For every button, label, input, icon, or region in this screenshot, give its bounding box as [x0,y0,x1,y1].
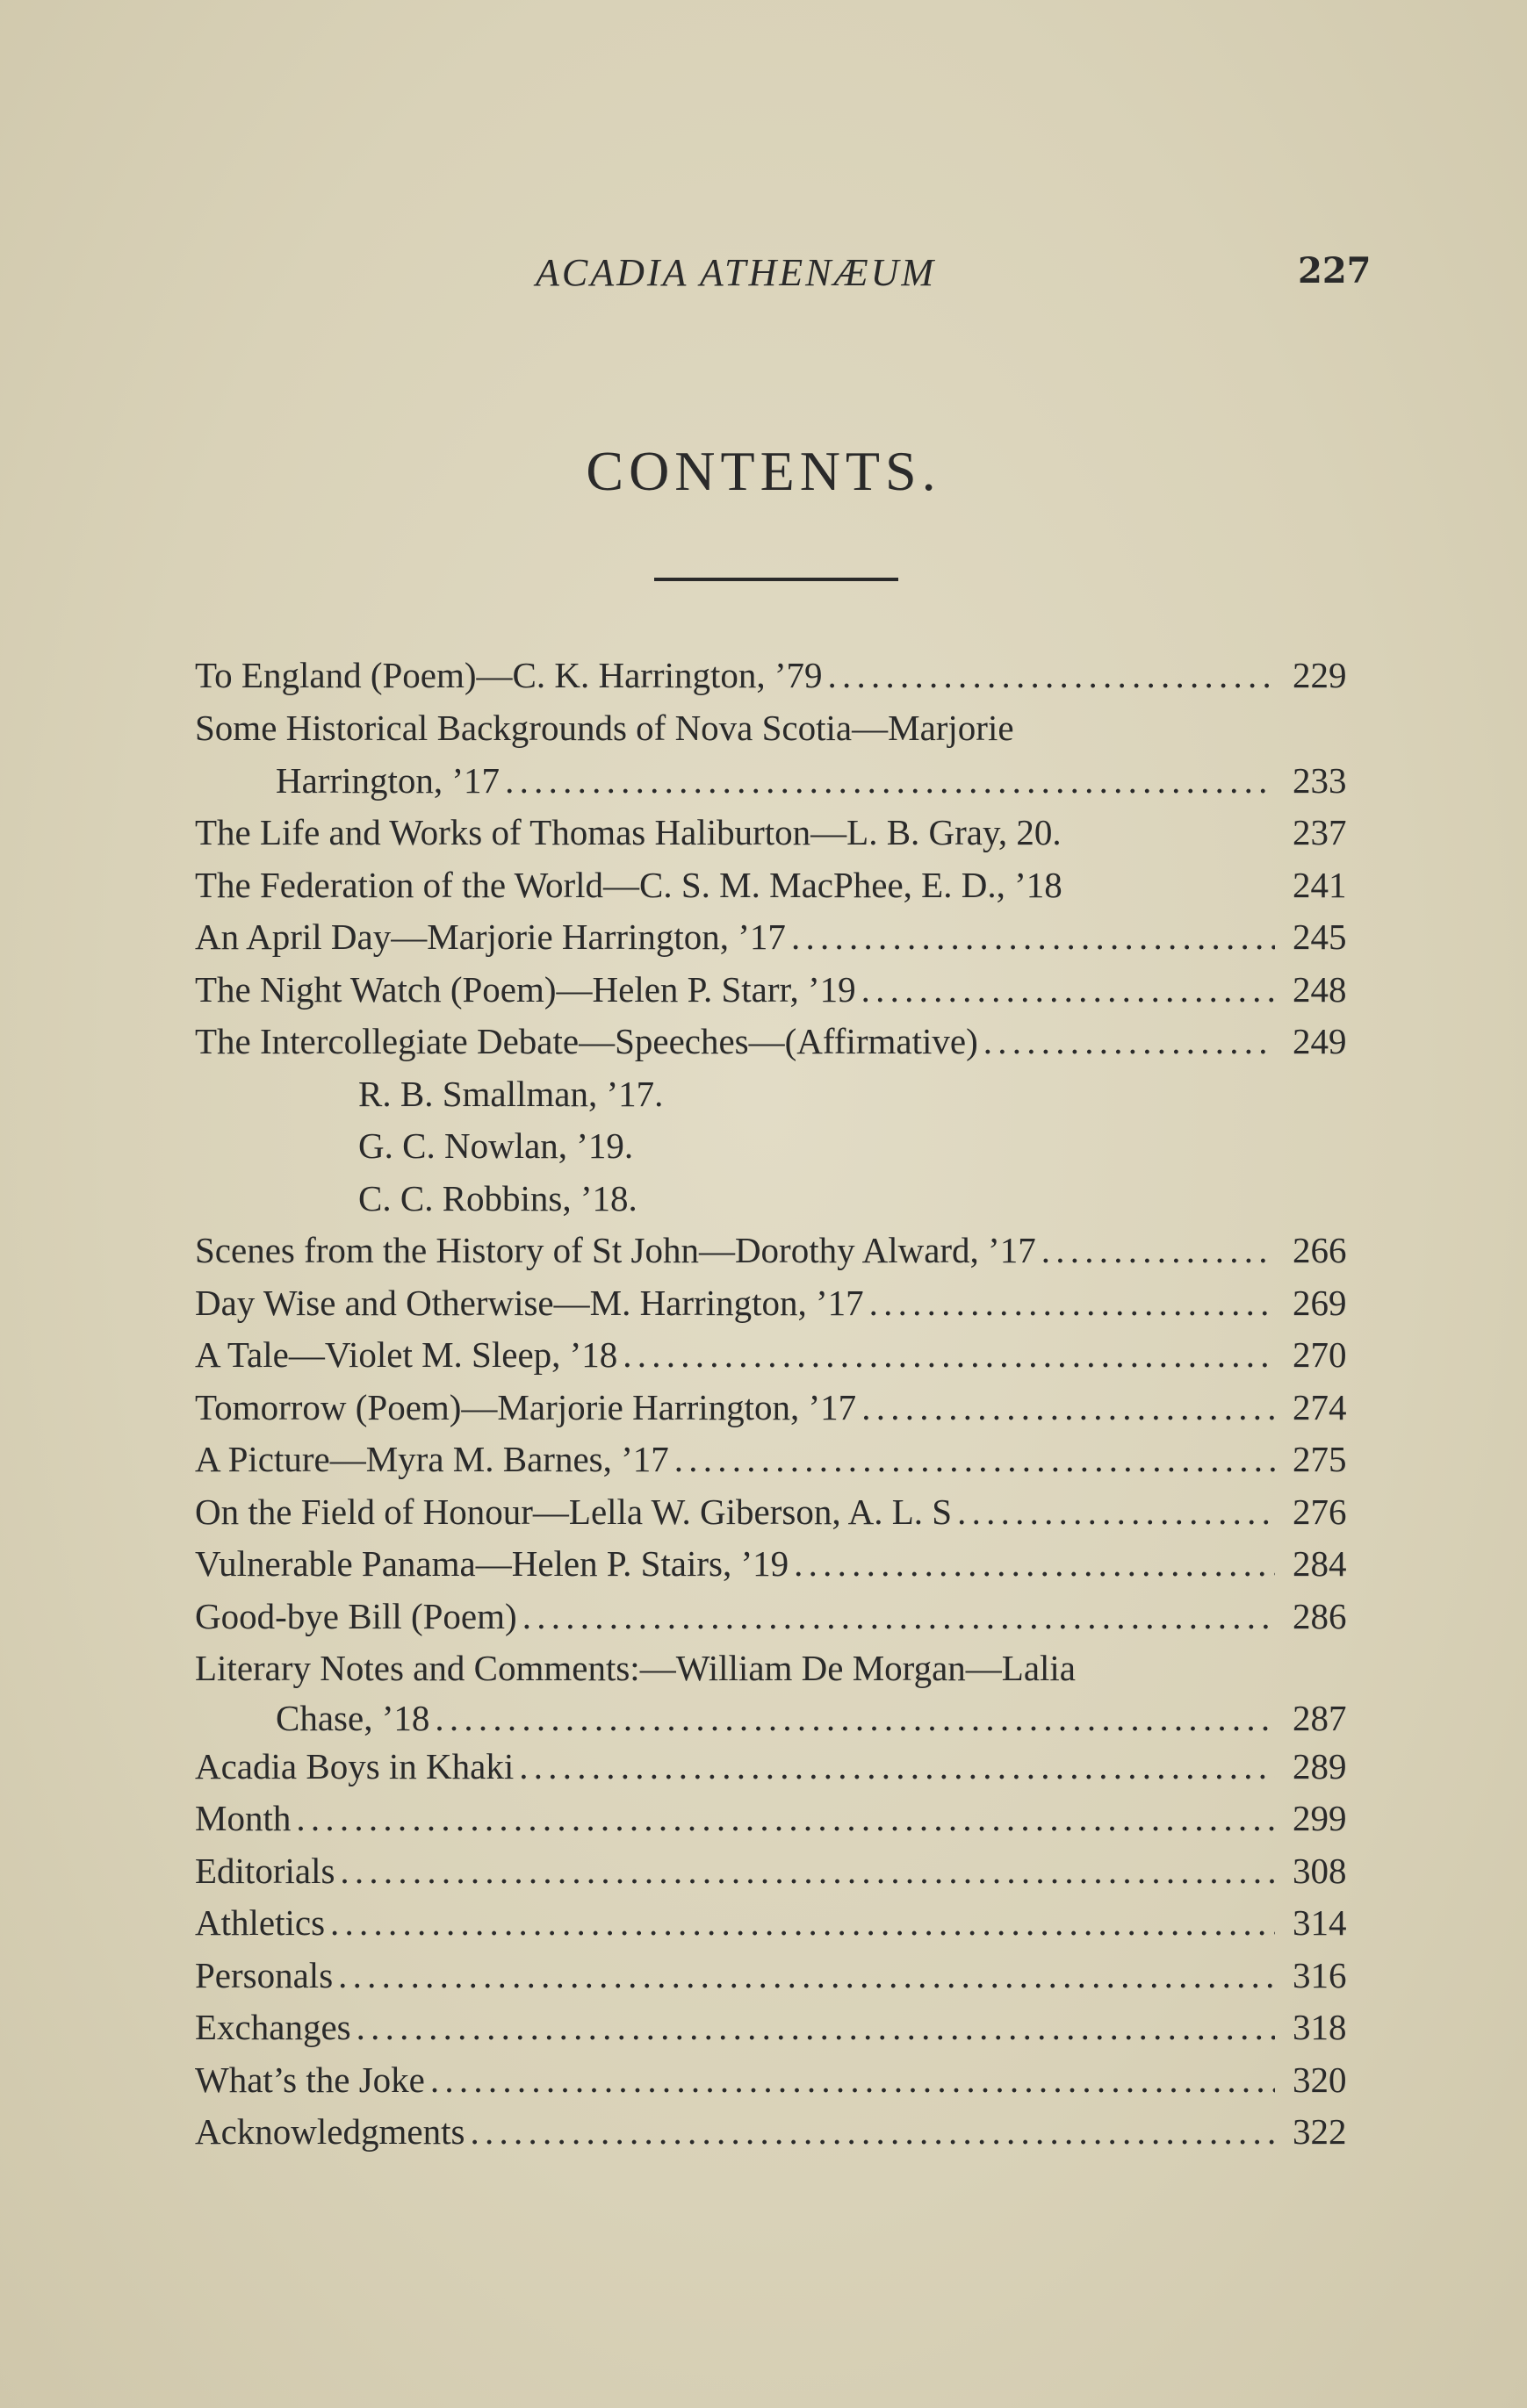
dot-leader [861,1382,1275,1434]
toc-entry-title: A Picture—Myra M. Barnes, ’17 [195,1439,669,1479]
toc-entry-page: 322 [1293,2111,1347,2152]
toc-entry[interactable] [195,1434,1372,1486]
toc-entry-title: Some Historical Backgrounds of Nova Scotia—Marjorie [195,707,1014,748]
toc-entry[interactable] [195,1382,1372,1434]
toc-entry[interactable] [195,1016,1372,1068]
debate-speaker: G. C. Nowlan, ’19. [358,1125,634,1166]
dot-leader [861,964,1275,1017]
toc-entry[interactable] [195,1329,1372,1382]
toc-entry-page: 229 [1293,655,1347,695]
toc-entry[interactable] [195,1225,1372,1277]
toc-entry-title: On the Field of Honour—Lella W. Giberson, A. L. S [195,1491,953,1532]
toc-entry[interactable] [195,702,1372,808]
toc-entry[interactable] [195,1277,1372,1330]
toc-entry[interactable] [195,2054,1372,2107]
debate-speaker: R. B. Smallman, ’17. [358,1073,664,1114]
toc-entry[interactable] [195,911,1372,964]
dot-leader [828,650,1275,702]
dot-leader [505,754,1275,807]
dot-leader [338,1950,1275,2002]
toc-entry-title: The Federation of the World—C. S. M. MacPhee, E. D., ’18 [195,864,1062,905]
dot-leader [340,1845,1275,1898]
running-head [0,250,1527,294]
toc-entry[interactable] [195,964,1372,1017]
toc-entry-page: 275 [1293,1439,1347,1479]
toc-entry-title: Acknowledgments [195,2111,465,2152]
toc-entry-page: 233 [1293,760,1347,801]
toc-entry-title: Personals [195,1954,334,1995]
toc-entry-page: 245 [1293,916,1347,957]
toc-entry-title: To England (Poem)—C. K. Harrington, ’79 [195,655,823,695]
toc-entry[interactable] [195,1741,1372,1793]
toc-entry[interactable] [195,2002,1372,2054]
toc-entry[interactable] [195,1538,1372,1591]
toc-entry-title-continued: Chase, ’18 [276,1697,430,1738]
toc-entry-page: 318 [1293,2007,1347,2047]
dot-leader [470,2106,1275,2159]
toc-entry-page: 289 [1293,1745,1347,1786]
dot-leader [1041,1225,1275,1277]
toc-entry-title-continued: Harrington, ’17 [276,760,501,801]
toc-entry[interactable] [195,1591,1372,1643]
toc-entry-title: Editorials [195,1850,335,1891]
toc-entry-page: 316 [1293,1954,1347,1995]
toc-entry-title: Tomorrow (Poem)—Marjorie Harrington, ’17 [195,1386,857,1427]
toc-entry-title: What’s the Joke [195,2059,425,2100]
page-number: 227 [1298,250,1372,291]
toc-entry-title: The Intercollegiate Debate—Speeches—(Affirmative) [195,1021,978,1061]
toc-entry-title: Athletics [195,1902,326,1943]
dot-leader [435,1695,1275,1741]
toc-entry-page: 241 [1293,864,1347,905]
toc-entry-title: The Night Watch (Poem)—Helen P. Starr, ’19 [195,968,856,1010]
toc-entry-title: The Life and Works of Thomas Haliburton—L. B. Gray, 20. [195,812,1062,852]
toc-entry[interactable] [195,1793,1372,1845]
toc-entry-page: 274 [1293,1386,1347,1427]
dot-leader [296,1793,1275,1845]
dot-leader [983,1016,1275,1068]
toc-entry-page: 299 [1293,1798,1347,1838]
debate-speaker: C. C. Robbins, ’18. [358,1177,637,1218]
toc-entry[interactable] [195,650,1372,702]
toc-entry[interactable] [195,807,1372,859]
toc-entry-page: 248 [1293,968,1347,1010]
toc-entry-title: An April Day—Marjorie Harrington, ’17 [195,916,786,957]
toc-entry-page: 266 [1293,1230,1347,1270]
toc-entry[interactable] [195,859,1372,912]
dot-leader [674,1434,1275,1486]
toc-entry-page: 276 [1293,1491,1347,1532]
toc-entry[interactable] [195,1897,1372,1950]
toc-entry-page: 308 [1293,1850,1347,1891]
toc-entry-page: 270 [1293,1334,1347,1375]
heading-rule [654,578,898,581]
toc-entry[interactable] [195,1845,1372,1898]
dot-leader [357,2002,1275,2054]
contents-heading: CONTENTS. [586,440,941,502]
toc-entry-page: 314 [1293,1902,1347,1943]
toc-entry-page: 320 [1293,2059,1347,2100]
dot-leader [522,1591,1275,1643]
toc-entry-title: Exchanges [195,2007,351,2047]
toc-entry-title: Scenes from the History of St John—Dorothy Alward, ’17 [195,1230,1036,1270]
toc-entry[interactable] [195,1642,1372,1741]
toc-entry-page: 287 [1293,1697,1347,1738]
dot-leader [623,1329,1275,1382]
dot-leader [869,1277,1275,1330]
dot-leader [957,1486,1275,1539]
toc-entry-title: Month [195,1798,292,1838]
toc-entry-page: 269 [1293,1282,1347,1323]
toc-entry-title: A Tale—Violet M. Sleep, ’18 [195,1334,618,1375]
toc-entry-title: Literary Notes and Comments:—William De Morgan—Lalia [195,1648,1076,1688]
toc-entry-title: Vulnerable Panama—Helen P. Stairs, ’19 [195,1543,789,1584]
dot-leader [519,1741,1275,1793]
journal-title: ACADIA ATHENÆUM [536,251,937,294]
dot-leader [794,1538,1275,1591]
toc-entry-title: Good-bye Bill (Poem) [195,1595,517,1636]
toc-entry-title: Day Wise and Otherwise—M. Harrington, ’17 [195,1282,864,1323]
toc-entry-page: 237 [1293,812,1347,852]
toc-entry-title: Acadia Boys in Khaki [195,1745,515,1786]
table-of-contents [195,650,1372,2159]
dot-leader [430,2054,1275,2107]
toc-entry[interactable] [195,1950,1372,2002]
toc-entry-page: 284 [1293,1543,1347,1584]
toc-entry[interactable] [195,2106,1372,2159]
toc-entry-page: 249 [1293,1021,1347,1061]
dot-leader [791,911,1275,964]
toc-entry-page: 286 [1293,1595,1347,1636]
dot-leader [330,1897,1275,1950]
toc-entry[interactable] [195,1486,1372,1539]
